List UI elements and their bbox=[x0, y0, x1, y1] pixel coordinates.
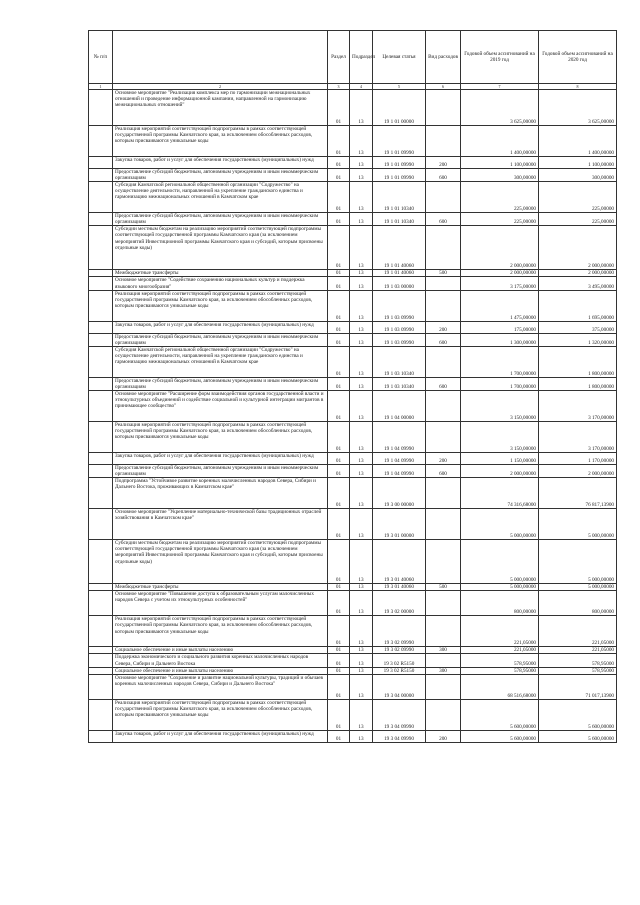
row-name-cell: Основное мероприятие "Расширение форм взаимодействия органов государственной власти и этнокультурных объединений и содействие социальной и культурной интеграции мигрантов в принимающее сообщество" bbox=[113, 391, 328, 422]
row-expense-cell: 300 bbox=[426, 667, 461, 674]
row-name-cell: Поддержка экономического и социального развития коренных малочисленных народов Севера, Сибири и Дальнего Востока bbox=[113, 654, 328, 667]
table-row bbox=[89, 270, 617, 277]
row-name-cell: Реализация мероприятий соответствующей подпрограммы в рамках соответствующей государственной программы Камчатского края, за исключением обособленных расходов, которым присваиваются уникальные коды bbox=[113, 126, 328, 157]
row-section-cell: 01 bbox=[328, 584, 350, 591]
row-section-cell: 01 bbox=[328, 730, 350, 742]
table-row bbox=[89, 157, 617, 169]
row-expense-cell bbox=[426, 290, 461, 321]
row-number-cell bbox=[89, 277, 113, 290]
row-vol2019-cell: 2 000,00000 bbox=[461, 465, 539, 478]
row-vol2019-cell: 225,00000 bbox=[461, 182, 539, 213]
row-vol2020-cell: 225,00000 bbox=[539, 213, 617, 226]
table-body bbox=[89, 90, 617, 743]
row-vol2019-cell: 800,00000 bbox=[461, 591, 539, 616]
row-subsection-cell: 13 bbox=[350, 377, 373, 390]
row-expense-cell bbox=[426, 540, 461, 584]
row-number-cell bbox=[89, 213, 113, 226]
row-vol2020-cell: 578,95000 bbox=[539, 667, 617, 674]
row-name-cell: Предоставление субсидий бюджетным, автономным учреждениям и иным некоммерческим организациям bbox=[113, 333, 328, 346]
row-target-cell: 19 1 04 09990 bbox=[373, 453, 426, 465]
row-expense-cell bbox=[426, 422, 461, 453]
row-name-cell: Субсидии местным бюджетам на реализацию мероприятий соответствующей подпрограммы соответствующей государственной программы Камчатского края (за исключением мероприятий Инвестиционной программы Камчатского края и субсидий, которым присвоены отдельные коды) bbox=[113, 226, 328, 270]
row-subsection-cell: 13 bbox=[350, 478, 373, 509]
row-vol2020-cell: 3 495,00000 bbox=[539, 277, 617, 290]
row-vol2019-cell: 5 000,00000 bbox=[461, 509, 539, 540]
row-subsection-cell: 13 bbox=[350, 465, 373, 478]
table-row bbox=[89, 674, 617, 699]
header-row bbox=[89, 31, 617, 84]
row-vol2020-cell: 5 600,00000 bbox=[539, 730, 617, 742]
row-subsection-cell: 13 bbox=[350, 321, 373, 333]
row-expense-cell bbox=[426, 226, 461, 270]
row-expense-cell: 500 bbox=[426, 584, 461, 591]
row-section-cell: 01 bbox=[328, 226, 350, 270]
row-vol2019-cell: 221,05000 bbox=[461, 647, 539, 654]
row-vol2019-cell: 5 000,00000 bbox=[461, 584, 539, 591]
row-vol2020-cell: 3 170,00000 bbox=[539, 391, 617, 422]
row-name-cell: Реализация мероприятий соответствующей подпрограммы в рамках соответствующей государственной программы Камчатского края, за исключением обособленных расходов, которым присваиваются уникальные коды bbox=[113, 290, 328, 321]
row-vol2020-cell: 800,00000 bbox=[539, 591, 617, 616]
row-name-cell: Предоставление субсидий бюджетным, автономным учреждениям и иным некоммерческим организациям bbox=[113, 169, 328, 182]
row-vol2020-cell: 1 695,00000 bbox=[539, 290, 617, 321]
row-number-cell bbox=[89, 509, 113, 540]
row-subsection-cell: 13 bbox=[350, 277, 373, 290]
row-vol2020-cell: 1 800,00000 bbox=[539, 377, 617, 390]
row-subsection-cell: 13 bbox=[350, 391, 373, 422]
row-name-cell: Субсидия Камчатской региональной общественной организации "Содружество" на осуществление деятельности, направленной на укрепление гражданского единства и гармонизацию межнациональных отношений в Камчатском крае bbox=[113, 182, 328, 213]
row-section-cell: 01 bbox=[328, 616, 350, 647]
row-vol2020-cell: 221,05000 bbox=[539, 616, 617, 647]
row-target-cell: 19 1 03 10340 bbox=[373, 346, 426, 377]
row-name-cell: Реализация мероприятий соответствующей подпрограммы в рамках соответствующей государственной программы Камчатского края, за исключением обособленных расходов, которым присваиваются уникальные коды bbox=[113, 422, 328, 453]
row-vol2019-cell: 74 316,68000 bbox=[461, 478, 539, 509]
row-target-cell: 19 1 01 40060 bbox=[373, 270, 426, 277]
table-row bbox=[89, 647, 617, 654]
row-expense-cell bbox=[426, 591, 461, 616]
row-vol2019-cell: 1 700,00000 bbox=[461, 377, 539, 390]
row-vol2020-cell: 2 000,00000 bbox=[539, 270, 617, 277]
row-vol2019-cell: 175,00000 bbox=[461, 321, 539, 333]
index-cell: 6 bbox=[426, 84, 461, 90]
row-vol2019-cell: 578,95000 bbox=[461, 654, 539, 667]
row-target-cell: 19 3 02 R5150 bbox=[373, 667, 426, 674]
row-vol2020-cell: 1 100,00000 bbox=[539, 157, 617, 169]
table-row bbox=[89, 377, 617, 390]
row-vol2019-cell: 3 150,00000 bbox=[461, 422, 539, 453]
row-vol2020-cell: 1 400,00000 bbox=[539, 126, 617, 157]
row-subsection-cell: 13 bbox=[350, 591, 373, 616]
row-vol2019-cell: 3 150,00000 bbox=[461, 391, 539, 422]
row-vol2020-cell: 2 000,00000 bbox=[539, 465, 617, 478]
row-number-cell bbox=[89, 647, 113, 654]
row-subsection-cell: 13 bbox=[350, 730, 373, 742]
row-name-cell: Реализация мероприятий соответствующей подпрограммы в рамках соответствующей государственной программы Камчатского края, за исключением обособленных расходов, которым присваиваются уникальные коды bbox=[113, 699, 328, 730]
index-cell: 7 bbox=[461, 84, 539, 90]
row-name-cell: Межбюджетные трансферты bbox=[113, 270, 328, 277]
row-expense-cell: 200 bbox=[426, 730, 461, 742]
row-subsection-cell: 13 bbox=[350, 584, 373, 591]
table-row bbox=[89, 126, 617, 157]
table-row bbox=[89, 213, 617, 226]
row-section-cell: 01 bbox=[328, 290, 350, 321]
row-vol2020-cell: 221,05000 bbox=[539, 647, 617, 654]
row-expense-cell: 600 bbox=[426, 465, 461, 478]
row-vol2019-cell: 1 400,00000 bbox=[461, 126, 539, 157]
row-section-cell: 01 bbox=[328, 453, 350, 465]
row-subsection-cell: 13 bbox=[350, 616, 373, 647]
row-subsection-cell: 13 bbox=[350, 270, 373, 277]
row-number-cell bbox=[89, 333, 113, 346]
row-vol2019-cell: 1 700,00000 bbox=[461, 346, 539, 377]
table-row bbox=[89, 730, 617, 742]
row-vol2020-cell: 3 170,00000 bbox=[539, 422, 617, 453]
row-number-cell bbox=[89, 270, 113, 277]
table-row bbox=[89, 90, 617, 126]
row-number-cell bbox=[89, 667, 113, 674]
row-number-cell bbox=[89, 540, 113, 584]
index-cell: 2 bbox=[113, 84, 328, 90]
row-vol2020-cell: 225,00000 bbox=[539, 182, 617, 213]
row-vol2019-cell: 300,00000 bbox=[461, 169, 539, 182]
row-name-cell: Социальное обеспечение и иные выплаты населению bbox=[113, 647, 328, 654]
row-target-cell: 19 3 04 00000 bbox=[373, 674, 426, 699]
row-target-cell: 19 1 03 09990 bbox=[373, 333, 426, 346]
row-expense-cell: 600 bbox=[426, 333, 461, 346]
row-expense-cell bbox=[426, 699, 461, 730]
row-number-cell bbox=[89, 465, 113, 478]
table-row bbox=[89, 169, 617, 182]
row-expense-cell bbox=[426, 90, 461, 126]
row-name-cell: Закупка товаров, работ и услуг для обеспечения государственных (муниципальных) нужд bbox=[113, 730, 328, 742]
row-target-cell: 19 1 01 00000 bbox=[373, 90, 426, 126]
row-subsection-cell: 13 bbox=[350, 169, 373, 182]
table-row bbox=[89, 509, 617, 540]
row-target-cell: 19 3 04 09990 bbox=[373, 699, 426, 730]
row-number-cell bbox=[89, 182, 113, 213]
row-vol2020-cell: 5 000,00000 bbox=[539, 540, 617, 584]
header-target: Целевая статья bbox=[373, 31, 426, 84]
row-number-cell bbox=[89, 699, 113, 730]
row-expense-cell bbox=[426, 391, 461, 422]
row-name-cell: Основное мероприятие "Повышение доступа к образовательным услугам малочисленных народов Севера с учетом их этнокультурных особенностей" bbox=[113, 591, 328, 616]
row-section-cell: 01 bbox=[328, 509, 350, 540]
row-target-cell: 19 3 04 09990 bbox=[373, 730, 426, 742]
row-vol2019-cell: 5 600,00000 bbox=[461, 699, 539, 730]
row-number-cell bbox=[89, 591, 113, 616]
row-section-cell: 01 bbox=[328, 478, 350, 509]
row-vol2019-cell: 1 475,00000 bbox=[461, 290, 539, 321]
table-row bbox=[89, 465, 617, 478]
row-section-cell: 01 bbox=[328, 667, 350, 674]
row-subsection-cell: 13 bbox=[350, 290, 373, 321]
row-number-cell bbox=[89, 377, 113, 390]
row-expense-cell: 600 bbox=[426, 213, 461, 226]
row-expense-cell bbox=[426, 182, 461, 213]
row-expense-cell bbox=[426, 478, 461, 509]
row-name-cell: Реализация мероприятий соответствующей подпрограммы в рамках соответствующей государственной программы Камчатского края, за исключением обособленных расходов, которым присваиваются уникальные коды bbox=[113, 616, 328, 647]
table-row bbox=[89, 290, 617, 321]
row-vol2020-cell: 71 017,13900 bbox=[539, 674, 617, 699]
row-expense-cell: 300 bbox=[426, 647, 461, 654]
row-section-cell: 01 bbox=[328, 422, 350, 453]
row-subsection-cell: 13 bbox=[350, 667, 373, 674]
row-target-cell: 19 1 04 00000 bbox=[373, 391, 426, 422]
row-expense-cell: 200 bbox=[426, 321, 461, 333]
row-name-cell: Субсидии местным бюджетам на реализацию мероприятий соответствующей подпрограммы соответствующей государственной программы Камчатского края (за исключением мероприятий Инвестиционной программы Камчатского края и субсидий, которым присвоены отдельные коды) bbox=[113, 540, 328, 584]
row-number-cell bbox=[89, 422, 113, 453]
row-name-cell: Закупка товаров, работ и услуг для обеспечения государственных (муниципальных) нужд bbox=[113, 321, 328, 333]
index-cell: 3 bbox=[328, 84, 350, 90]
row-target-cell: 19 1 04 09990 bbox=[373, 465, 426, 478]
row-section-cell: 01 bbox=[328, 213, 350, 226]
row-subsection-cell: 13 bbox=[350, 674, 373, 699]
row-subsection-cell: 13 bbox=[350, 90, 373, 126]
row-number-cell bbox=[89, 674, 113, 699]
row-number-cell bbox=[89, 226, 113, 270]
row-vol2019-cell: 5 000,00000 bbox=[461, 540, 539, 584]
row-name-cell: Субсидия Камчатской региональной общественной организации "Содружество" на осуществление деятельности, направленной на укрепление гражданского единства и гармонизацию межнациональных отношений в Камчатском крае bbox=[113, 346, 328, 377]
row-subsection-cell: 13 bbox=[350, 226, 373, 270]
table-row bbox=[89, 346, 617, 377]
table-row bbox=[89, 654, 617, 667]
table-row bbox=[89, 699, 617, 730]
header-name bbox=[113, 31, 328, 84]
row-name-cell: Предоставление субсидий бюджетным, автономным учреждениям и иным некоммерческим организациям bbox=[113, 465, 328, 478]
row-vol2020-cell: 76 817,13900 bbox=[539, 478, 617, 509]
row-expense-cell bbox=[426, 674, 461, 699]
table-row bbox=[89, 478, 617, 509]
row-section-cell: 01 bbox=[328, 674, 350, 699]
header-vol2019: Годовой объем ассигнований на 2019 год bbox=[461, 31, 539, 84]
row-number-cell bbox=[89, 169, 113, 182]
row-number-cell bbox=[89, 584, 113, 591]
row-number-cell bbox=[89, 391, 113, 422]
row-subsection-cell: 13 bbox=[350, 540, 373, 584]
row-name-cell: Основное мероприятие "Содействие сохранению национальных культур и поддержка языкового многообразия" bbox=[113, 277, 328, 290]
row-section-cell: 01 bbox=[328, 333, 350, 346]
header-section: Раздел bbox=[328, 31, 350, 84]
row-vol2019-cell: 3 625,00000 bbox=[461, 90, 539, 126]
row-vol2020-cell: 1 320,00000 bbox=[539, 333, 617, 346]
table-row bbox=[89, 422, 617, 453]
row-target-cell: 19 3 01 40060 bbox=[373, 584, 426, 591]
index-cell: 5 bbox=[373, 84, 426, 90]
row-vol2020-cell: 5 000,00000 bbox=[539, 509, 617, 540]
row-number-cell bbox=[89, 730, 113, 742]
row-target-cell: 19 1 01 10340 bbox=[373, 182, 426, 213]
table-row bbox=[89, 540, 617, 584]
row-subsection-cell: 13 bbox=[350, 509, 373, 540]
row-section-cell: 01 bbox=[328, 377, 350, 390]
row-name-cell: Основное мероприятие "Сохранение и развитие национальной культуры, традиций и обычаев коренных малочисленных народов Севера, Сибири и Дальнего Востока" bbox=[113, 674, 328, 699]
row-expense-cell: 600 bbox=[426, 377, 461, 390]
table-row bbox=[89, 321, 617, 333]
row-name-cell: Закупка товаров, работ и услуг для обеспечения государственных (муниципальных) нужд bbox=[113, 157, 328, 169]
row-vol2019-cell: 1 100,00000 bbox=[461, 157, 539, 169]
row-number-cell bbox=[89, 346, 113, 377]
row-subsection-cell: 13 bbox=[350, 157, 373, 169]
row-target-cell: 19 1 04 09990 bbox=[373, 422, 426, 453]
row-section-cell: 01 bbox=[328, 346, 350, 377]
row-expense-cell: 200 bbox=[426, 453, 461, 465]
row-expense-cell: 500 bbox=[426, 270, 461, 277]
row-target-cell: 19 3 01 00000 bbox=[373, 509, 426, 540]
row-target-cell: 19 3 02 R5150 bbox=[373, 654, 426, 667]
row-number-cell bbox=[89, 478, 113, 509]
row-name-cell: Межбюджетные трансферты bbox=[113, 584, 328, 591]
row-subsection-cell: 13 bbox=[350, 647, 373, 654]
row-section-cell: 01 bbox=[328, 391, 350, 422]
row-target-cell: 19 1 01 40060 bbox=[373, 226, 426, 270]
header-expense: Вид расходов bbox=[426, 31, 461, 84]
index-cell: 4 bbox=[350, 84, 373, 90]
header-subsection: Подраздел bbox=[350, 31, 373, 84]
row-section-cell: 01 bbox=[328, 90, 350, 126]
row-name-cell: Подпрограмма "Устойчивое развитие коренных малочисленных народов Севера, Сибири и Дальнего Востока, проживающих в Камчатском крае" bbox=[113, 478, 328, 509]
row-expense-cell bbox=[426, 509, 461, 540]
row-name-cell: Предоставление субсидий бюджетным, автономным учреждениям и иным некоммерческим организациям bbox=[113, 377, 328, 390]
row-number-cell bbox=[89, 654, 113, 667]
row-expense-cell: 600 bbox=[426, 169, 461, 182]
row-subsection-cell: 13 bbox=[350, 654, 373, 667]
row-target-cell: 19 1 01 09990 bbox=[373, 157, 426, 169]
row-target-cell: 19 3 02 09990 bbox=[373, 647, 426, 654]
row-section-cell: 01 bbox=[328, 465, 350, 478]
row-target-cell: 19 3 02 00000 bbox=[373, 591, 426, 616]
row-vol2019-cell: 225,00000 bbox=[461, 213, 539, 226]
row-vol2019-cell: 578,95000 bbox=[461, 667, 539, 674]
row-vol2019-cell: 3 175,00000 bbox=[461, 277, 539, 290]
row-vol2019-cell: 1 300,00000 bbox=[461, 333, 539, 346]
row-vol2019-cell: 221,05000 bbox=[461, 616, 539, 647]
row-subsection-cell: 13 bbox=[350, 346, 373, 377]
row-expense-cell bbox=[426, 126, 461, 157]
table-row bbox=[89, 182, 617, 213]
row-vol2019-cell: 2 000,00000 bbox=[461, 270, 539, 277]
row-target-cell: 19 1 03 09990 bbox=[373, 290, 426, 321]
table-row bbox=[89, 453, 617, 465]
row-expense-cell bbox=[426, 277, 461, 290]
row-subsection-cell: 13 bbox=[350, 126, 373, 157]
row-target-cell: 19 1 03 09990 bbox=[373, 321, 426, 333]
row-target-cell: 19 1 01 10340 bbox=[373, 213, 426, 226]
row-vol2020-cell: 3 625,00000 bbox=[539, 90, 617, 126]
header-vol2020: Годовой объем ассигнований на 2020 год bbox=[539, 31, 617, 84]
row-vol2020-cell: 5 600,00000 bbox=[539, 699, 617, 730]
index-cell: 1 bbox=[89, 84, 113, 90]
row-expense-cell bbox=[426, 346, 461, 377]
row-expense-cell bbox=[426, 654, 461, 667]
row-name-cell: Социальное обеспечение и иные выплаты населению bbox=[113, 667, 328, 674]
row-number-cell bbox=[89, 321, 113, 333]
row-number-cell bbox=[89, 90, 113, 126]
row-section-cell: 01 bbox=[328, 270, 350, 277]
row-target-cell: 19 3 02 09990 bbox=[373, 616, 426, 647]
row-target-cell: 19 3 01 40060 bbox=[373, 540, 426, 584]
row-section-cell: 01 bbox=[328, 699, 350, 730]
row-vol2019-cell: 68 516,68000 bbox=[461, 674, 539, 699]
row-subsection-cell: 13 bbox=[350, 453, 373, 465]
row-vol2019-cell: 1 150,00000 bbox=[461, 453, 539, 465]
row-vol2020-cell: 1 170,00000 bbox=[539, 453, 617, 465]
row-target-cell: 19 3 00 00000 bbox=[373, 478, 426, 509]
row-section-cell: 01 bbox=[328, 126, 350, 157]
row-number-cell bbox=[89, 290, 113, 321]
table-row bbox=[89, 616, 617, 647]
header-num: № п/п bbox=[89, 31, 113, 84]
row-expense-cell: 200 bbox=[426, 157, 461, 169]
row-number-cell bbox=[89, 453, 113, 465]
row-vol2020-cell: 1 800,00000 bbox=[539, 346, 617, 377]
row-vol2019-cell: 2 000,00000 bbox=[461, 226, 539, 270]
row-subsection-cell: 13 bbox=[350, 182, 373, 213]
row-target-cell: 19 1 01 09990 bbox=[373, 169, 426, 182]
row-subsection-cell: 13 bbox=[350, 422, 373, 453]
row-section-cell: 01 bbox=[328, 591, 350, 616]
budget-table bbox=[88, 30, 617, 743]
row-section-cell: 01 bbox=[328, 654, 350, 667]
row-number-cell bbox=[89, 157, 113, 169]
row-name-cell: Основное мероприятие "Реализация комплекса мер по гармонизации межнациональных отношений и проведение информационной кампании, направленной на гармонизацию межнациональных отношений" bbox=[113, 90, 328, 126]
table-row bbox=[89, 591, 617, 616]
row-number-cell bbox=[89, 616, 113, 647]
row-section-cell: 01 bbox=[328, 169, 350, 182]
row-target-cell: 19 1 01 09990 bbox=[373, 126, 426, 157]
row-expense-cell bbox=[426, 616, 461, 647]
row-subsection-cell: 13 bbox=[350, 333, 373, 346]
row-vol2019-cell: 5 600,00000 bbox=[461, 730, 539, 742]
row-section-cell: 01 bbox=[328, 277, 350, 290]
index-cell: 8 bbox=[539, 84, 617, 90]
row-vol2020-cell: 578,95000 bbox=[539, 654, 617, 667]
table-row bbox=[89, 333, 617, 346]
row-section-cell: 01 bbox=[328, 182, 350, 213]
row-section-cell: 01 bbox=[328, 540, 350, 584]
row-name-cell: Предоставление субсидий бюджетным, автономным учреждениям и иным некоммерческим организациям bbox=[113, 213, 328, 226]
row-vol2020-cell: 2 000,00000 bbox=[539, 226, 617, 270]
table-row bbox=[89, 226, 617, 270]
row-section-cell: 01 bbox=[328, 321, 350, 333]
row-name-cell: Основное мероприятие "Укрепление материально-технической базы традиционных отраслей хозяйствования в Камчатском крае" bbox=[113, 509, 328, 540]
row-target-cell: 19 1 03 10340 bbox=[373, 377, 426, 390]
row-vol2020-cell: 5 000,00000 bbox=[539, 584, 617, 591]
row-vol2020-cell: 375,00000 bbox=[539, 321, 617, 333]
row-target-cell: 19 1 03 00000 bbox=[373, 277, 426, 290]
row-number-cell bbox=[89, 126, 113, 157]
table-row bbox=[89, 277, 617, 290]
table-row bbox=[89, 584, 617, 591]
table-row bbox=[89, 667, 617, 674]
row-subsection-cell: 13 bbox=[350, 213, 373, 226]
table-row bbox=[89, 391, 617, 422]
row-section-cell: 01 bbox=[328, 157, 350, 169]
row-subsection-cell: 13 bbox=[350, 699, 373, 730]
row-section-cell: 01 bbox=[328, 647, 350, 654]
row-name-cell: Закупка товаров, работ и услуг для обеспечения государственных (муниципальных) нужд bbox=[113, 453, 328, 465]
row-vol2020-cell: 300,00000 bbox=[539, 169, 617, 182]
